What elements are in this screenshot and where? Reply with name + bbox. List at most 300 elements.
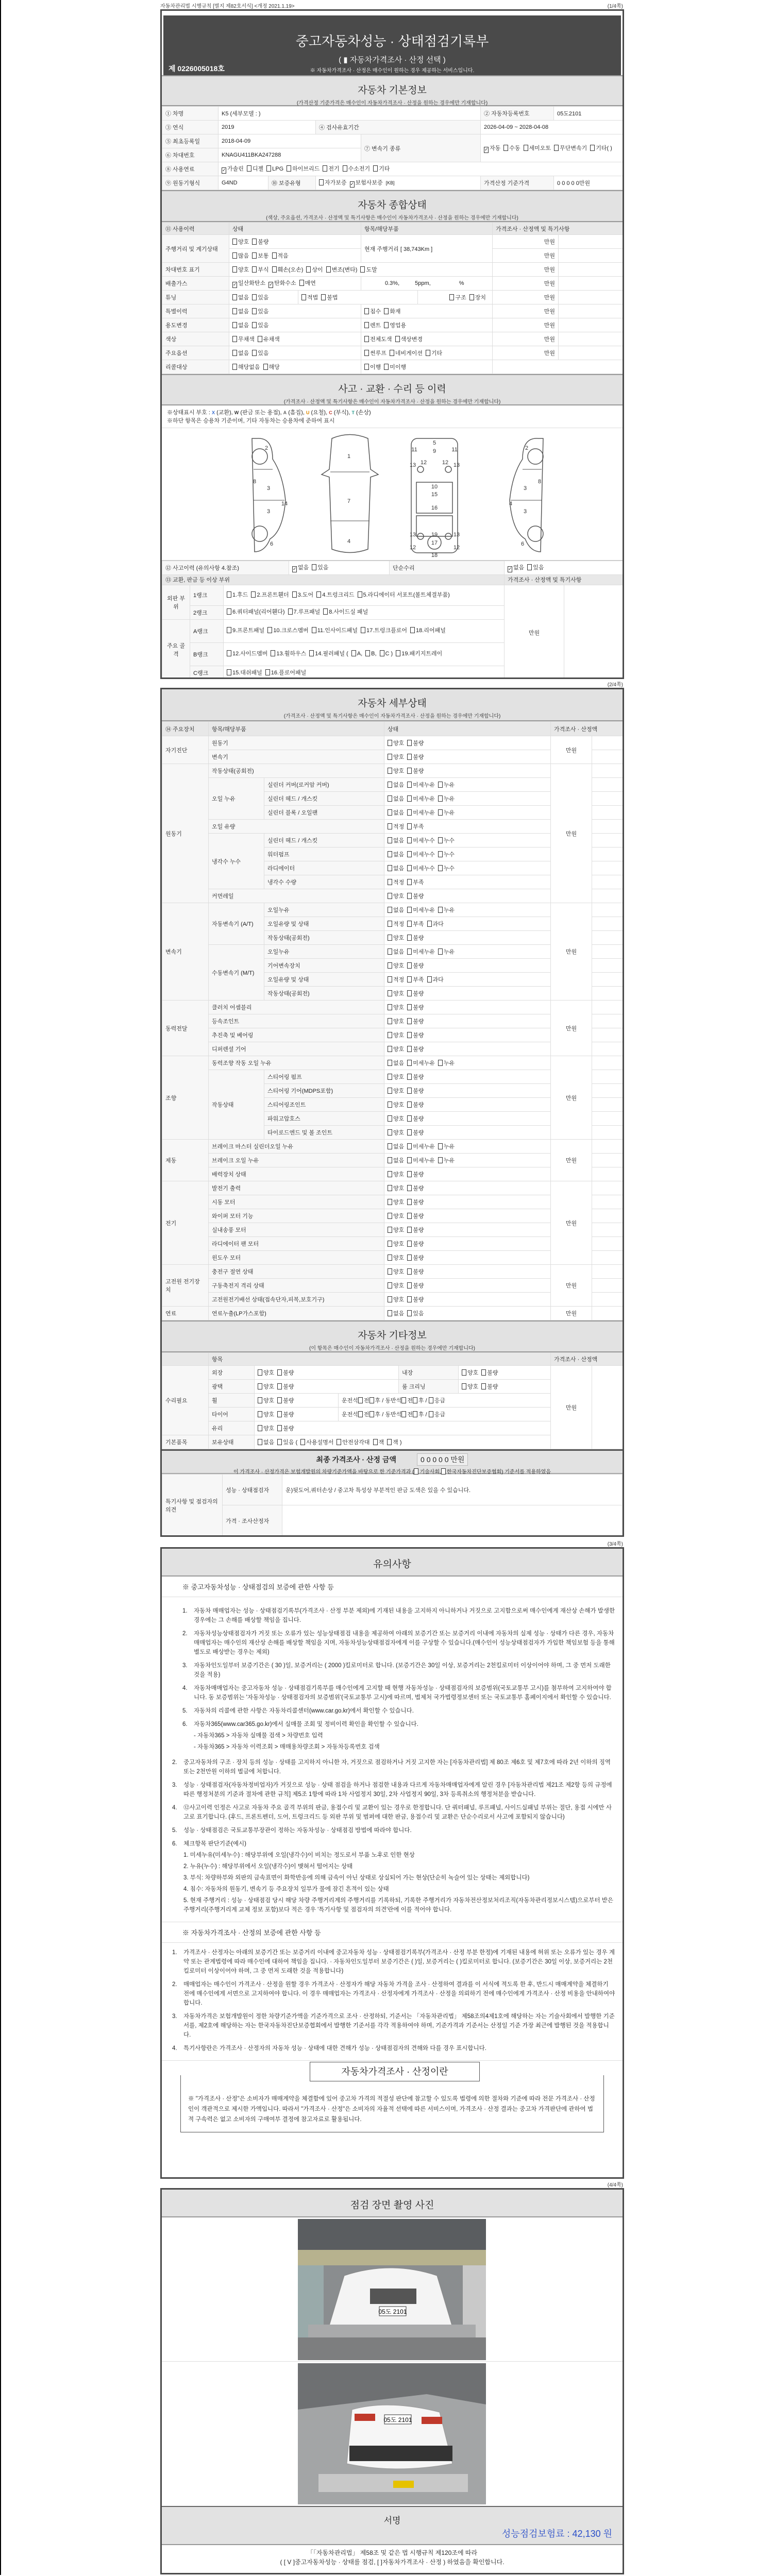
checkbox-option[interactable] (306, 265, 323, 274)
checkbox[interactable] (407, 1241, 412, 1247)
checkbox[interactable] (407, 1310, 412, 1316)
checkbox[interactable] (232, 308, 237, 314)
price-input[interactable] (592, 1014, 623, 1028)
checkbox-option[interactable] (407, 1045, 424, 1053)
checkbox[interactable] (387, 1439, 392, 1445)
checkbox[interactable] (258, 1425, 262, 1431)
checkbox[interactable] (410, 627, 415, 633)
checkbox[interactable] (364, 308, 369, 314)
checkbox-option[interactable] (388, 767, 404, 775)
checkbox-option[interactable] (299, 279, 316, 287)
checkbox-option[interactable] (258, 1382, 274, 1391)
checkbox[interactable] (429, 1397, 433, 1403)
checkbox[interactable] (401, 1411, 406, 1417)
checkbox-option[interactable] (438, 906, 455, 914)
checkbox-option[interactable] (388, 878, 404, 886)
checkbox-option[interactable] (407, 920, 424, 928)
checkbox[interactable] (388, 740, 392, 746)
checkbox[interactable] (427, 921, 432, 927)
checkbox[interactable] (407, 851, 412, 857)
checkbox-option[interactable] (258, 1396, 274, 1404)
checkbox-option[interactable] (319, 178, 347, 187)
checkbox-option[interactable] (232, 321, 249, 329)
checkbox[interactable] (388, 1018, 392, 1024)
checkbox-option[interactable] (343, 164, 371, 173)
checkbox[interactable] (252, 266, 257, 273)
checkbox[interactable] (312, 564, 316, 570)
checkbox[interactable] (323, 608, 328, 615)
checkbox[interactable] (388, 865, 392, 871)
checkbox[interactable] (407, 1129, 412, 1136)
checkbox-option[interactable] (388, 850, 404, 858)
checkbox[interactable] (438, 1157, 443, 1163)
checkbox-option[interactable] (364, 335, 392, 343)
checkbox[interactable] (390, 350, 394, 356)
checkbox-option[interactable] (407, 781, 435, 789)
checkbox-option[interactable] (388, 1267, 404, 1276)
checkbox-option[interactable] (263, 363, 280, 371)
checkbox[interactable] (232, 252, 237, 259)
price-input[interactable] (592, 736, 623, 750)
checkbox-option[interactable] (364, 307, 381, 315)
checkbox-option[interactable] (388, 1156, 404, 1164)
price-input[interactable] (592, 834, 623, 848)
checkbox[interactable] (407, 1185, 412, 1191)
checkbox-option[interactable] (388, 989, 404, 997)
price-input[interactable] (592, 1209, 623, 1223)
checkbox-option[interactable] (232, 363, 260, 371)
checkbox[interactable] (258, 1411, 262, 1417)
checkbox-option[interactable] (388, 920, 404, 928)
checkbox[interactable] (272, 252, 277, 259)
checkbox-option[interactable] (503, 143, 520, 154)
checkbox[interactable] (252, 239, 257, 245)
checkbox-option[interactable] (407, 989, 424, 997)
checkbox-option[interactable] (350, 178, 383, 188)
checkbox-option[interactable] (351, 650, 362, 658)
checkbox-option[interactable] (388, 1031, 404, 1039)
checkbox-option[interactable] (388, 1281, 404, 1290)
checkbox[interactable] (407, 1199, 412, 1205)
price-input[interactable] (592, 1070, 623, 1084)
price-input[interactable] (592, 1223, 623, 1237)
checkbox[interactable] (438, 851, 443, 857)
checkbox-option[interactable] (407, 1114, 424, 1123)
price-input[interactable] (592, 750, 623, 764)
price-input[interactable] (592, 1181, 623, 1195)
checkbox[interactable] (388, 1241, 392, 1247)
checkbox-option[interactable] (407, 906, 435, 914)
checkbox-option[interactable] (407, 864, 435, 872)
checkbox[interactable] (429, 1411, 433, 1417)
checkbox-option[interactable] (232, 265, 249, 274)
checkbox[interactable] (503, 145, 508, 151)
checkbox-option[interactable] (323, 608, 368, 617)
checkbox[interactable] (232, 239, 237, 245)
checkbox-option[interactable] (301, 293, 318, 301)
checkbox[interactable] (462, 1383, 466, 1389)
checkbox-option[interactable] (258, 1368, 274, 1377)
price-input[interactable] (559, 346, 625, 360)
checkbox[interactable] (407, 809, 412, 816)
checkbox[interactable] (469, 294, 474, 300)
checkbox[interactable] (300, 1439, 305, 1445)
checkbox[interactable] (343, 165, 347, 172)
checkbox[interactable] (277, 1425, 282, 1431)
checkbox[interactable] (388, 809, 392, 816)
checkbox-option[interactable] (388, 934, 404, 942)
checkbox-option[interactable] (407, 1156, 435, 1164)
price-input[interactable] (592, 1293, 623, 1307)
price-input[interactable] (592, 1056, 623, 1070)
checkbox[interactable] (388, 768, 392, 774)
price-input[interactable] (592, 987, 623, 1001)
price-input[interactable] (592, 1167, 623, 1181)
checkbox[interactable] (401, 1397, 406, 1403)
checkbox[interactable] (247, 165, 251, 172)
checkbox-option[interactable] (358, 591, 450, 600)
checkbox-option[interactable] (258, 1410, 274, 1418)
checkbox[interactable] (388, 1088, 392, 1094)
checkbox-option[interactable] (438, 1156, 455, 1164)
checkbox[interactable] (388, 907, 392, 913)
checkbox-option[interactable] (252, 293, 268, 301)
checkbox[interactable] (364, 364, 369, 370)
checkbox-option[interactable] (384, 363, 406, 371)
checkbox-option[interactable] (227, 650, 267, 658)
checkbox-option[interactable] (227, 669, 262, 677)
checkbox-option[interactable] (292, 563, 309, 572)
checkbox[interactable] (232, 364, 237, 370)
checkbox-option[interactable] (438, 1142, 455, 1150)
checkbox-option[interactable] (407, 961, 424, 970)
checkbox[interactable] (337, 1439, 341, 1445)
checkbox[interactable]: ✓ (484, 146, 489, 152)
checkbox[interactable] (438, 1060, 443, 1066)
checkbox-option[interactable] (288, 608, 321, 617)
checkbox[interactable] (388, 1199, 392, 1205)
checkbox-option[interactable] (232, 251, 249, 260)
checkbox[interactable]: ✓ (222, 167, 226, 173)
checkbox-option[interactable] (407, 1295, 424, 1303)
checkbox[interactable] (309, 650, 314, 656)
checkbox[interactable] (407, 1171, 412, 1177)
checkbox-option[interactable] (380, 650, 393, 658)
checkbox[interactable]: ✓ (269, 282, 273, 287)
checkbox-option[interactable] (373, 164, 390, 173)
checkbox-option[interactable] (407, 1031, 424, 1039)
checkbox[interactable] (267, 627, 272, 633)
checkbox-option[interactable] (252, 349, 268, 357)
checkbox[interactable] (481, 1369, 486, 1376)
checkbox[interactable] (407, 1143, 412, 1149)
checkbox-option[interactable] (388, 1100, 404, 1109)
checkbox[interactable] (407, 1018, 412, 1024)
checkbox-option[interactable] (232, 335, 255, 343)
checkbox[interactable] (407, 1268, 412, 1275)
checkbox[interactable] (388, 1046, 392, 1052)
checkbox-option[interactable] (309, 650, 348, 658)
checkbox-option[interactable] (277, 1410, 294, 1418)
checkbox[interactable] (407, 865, 412, 871)
checkbox[interactable] (388, 754, 392, 760)
checkbox-option[interactable] (388, 753, 404, 761)
checkbox[interactable] (438, 809, 443, 816)
checkbox-option[interactable] (388, 794, 404, 803)
checkbox-option[interactable] (388, 1142, 404, 1150)
checkbox[interactable] (316, 591, 321, 598)
checkbox-option[interactable] (300, 1438, 333, 1446)
checkbox[interactable] (227, 627, 231, 633)
price-input[interactable] (592, 806, 623, 820)
checkbox[interactable] (388, 1296, 392, 1302)
checkbox-option[interactable] (321, 293, 338, 301)
checkbox-option[interactable] (590, 143, 612, 154)
checkbox-option[interactable] (227, 626, 264, 635)
checkbox[interactable] (364, 336, 369, 342)
checkbox[interactable] (527, 564, 532, 570)
checkbox-option[interactable] (407, 1267, 424, 1276)
checkbox-option[interactable] (438, 781, 455, 789)
checkbox-option[interactable] (407, 753, 424, 761)
checkbox[interactable] (252, 322, 257, 328)
checkbox-option[interactable] (388, 1295, 404, 1303)
checkbox[interactable] (396, 650, 400, 656)
price-input[interactable] (592, 848, 623, 861)
checkbox-option[interactable] (277, 1382, 294, 1391)
checkbox-option[interactable] (388, 1003, 404, 1011)
checkbox[interactable] (407, 1060, 412, 1066)
checkbox-option[interactable] (407, 1087, 424, 1095)
checkbox[interactable] (232, 294, 237, 300)
checkbox[interactable] (413, 1397, 417, 1403)
checkbox-option[interactable] (388, 1212, 404, 1220)
checkbox[interactable] (358, 591, 362, 598)
checkbox-option[interactable] (316, 591, 354, 600)
checkbox-option[interactable] (554, 143, 587, 154)
checkbox[interactable] (232, 322, 237, 328)
price-input[interactable] (559, 263, 625, 277)
checkbox-option[interactable] (361, 626, 407, 635)
checkbox-option[interactable] (407, 1142, 435, 1150)
checkbox[interactable] (407, 823, 412, 829)
checkbox[interactable] (277, 1397, 282, 1403)
checkbox[interactable] (441, 1468, 446, 1475)
checkbox[interactable] (252, 294, 257, 300)
checkbox[interactable] (524, 145, 528, 151)
checkbox-option[interactable] (462, 1368, 478, 1377)
checkbox-option[interactable] (227, 608, 285, 617)
price-input[interactable] (592, 1237, 623, 1251)
price-input[interactable] (592, 903, 623, 917)
checkbox-option[interactable] (388, 947, 404, 956)
checkbox[interactable] (292, 591, 297, 598)
checkbox[interactable] (277, 1369, 282, 1376)
checkbox[interactable] (301, 294, 306, 300)
checkbox[interactable] (388, 837, 392, 843)
checkbox-option[interactable] (252, 238, 268, 246)
checkbox[interactable] (407, 795, 412, 802)
checkbox-option[interactable] (438, 794, 455, 803)
checkbox-option[interactable] (388, 1017, 404, 1025)
checkbox[interactable] (413, 1411, 417, 1417)
price-input[interactable] (592, 973, 623, 987)
checkbox-option[interactable] (407, 836, 435, 844)
checkbox[interactable] (388, 795, 392, 802)
checkbox[interactable] (373, 1439, 378, 1445)
checkbox-option[interactable] (232, 307, 249, 315)
checkbox[interactable] (388, 1185, 392, 1191)
checkbox-option[interactable] (265, 669, 306, 677)
checkbox[interactable] (388, 879, 392, 885)
checkbox[interactable] (227, 591, 231, 598)
checkbox-option[interactable] (388, 975, 404, 984)
checkbox[interactable] (388, 962, 392, 969)
checkbox[interactable] (384, 322, 389, 328)
checkbox-option[interactable] (407, 1212, 424, 1220)
checkbox-option[interactable] (388, 961, 404, 970)
checkbox[interactable] (265, 669, 270, 675)
checkbox-option[interactable] (364, 349, 386, 357)
checkbox[interactable] (407, 782, 412, 788)
checkbox-option[interactable] (388, 906, 404, 914)
checkbox-option[interactable] (388, 1170, 404, 1178)
price-input[interactable] (592, 931, 623, 945)
checkbox[interactable] (351, 650, 356, 656)
checkbox-option[interactable] (407, 1281, 424, 1290)
checkbox-option[interactable] (388, 1309, 404, 1317)
checkbox[interactable] (449, 294, 454, 300)
price-input[interactable] (592, 1265, 623, 1279)
checkbox[interactable]: ✓ (350, 181, 355, 187)
checkbox[interactable] (407, 1296, 412, 1302)
checkbox[interactable] (258, 336, 262, 342)
checkbox-option[interactable] (438, 836, 455, 844)
checkbox[interactable] (388, 1074, 392, 1080)
checkbox-option[interactable] (407, 1017, 424, 1025)
price-input[interactable] (592, 1140, 623, 1154)
checkbox-option[interactable] (527, 563, 544, 571)
checkbox[interactable] (388, 1129, 392, 1136)
checkbox-option[interactable] (390, 349, 423, 357)
checkbox[interactable] (407, 1088, 412, 1094)
price-input[interactable] (592, 875, 623, 889)
checkbox-option[interactable] (388, 1073, 404, 1081)
checkbox-option[interactable] (388, 1253, 404, 1262)
checkbox[interactable] (388, 1282, 392, 1289)
price-input[interactable] (559, 277, 625, 291)
checkbox[interactable] (369, 1411, 374, 1417)
checkbox[interactable] (251, 591, 256, 598)
checkbox[interactable] (277, 1439, 282, 1445)
price-input[interactable] (592, 764, 623, 778)
checkbox[interactable] (252, 252, 257, 259)
checkbox-option[interactable] (407, 850, 435, 858)
checkbox-option[interactable] (388, 1114, 404, 1123)
checkbox[interactable] (364, 322, 369, 328)
checkbox-option[interactable] (266, 165, 283, 172)
checkbox-option[interactable] (258, 1424, 274, 1432)
checkbox-option[interactable] (326, 265, 358, 274)
price-input[interactable] (592, 1366, 623, 1449)
checkbox-option[interactable] (277, 1438, 297, 1446)
checkbox[interactable] (407, 1255, 412, 1261)
checkbox-option[interactable] (388, 1226, 404, 1234)
checkbox-option[interactable] (508, 563, 524, 572)
price-input[interactable] (592, 1001, 623, 1014)
checkbox[interactable] (407, 740, 412, 746)
checkbox[interactable] (407, 990, 412, 996)
checkbox-option[interactable] (268, 279, 296, 288)
checkbox[interactable] (388, 935, 392, 941)
price-input[interactable] (592, 861, 623, 875)
price-input[interactable] (592, 917, 623, 931)
checkbox-option[interactable] (232, 279, 265, 288)
price-input[interactable] (559, 291, 625, 304)
price-input[interactable] (592, 1112, 623, 1126)
checkbox[interactable] (364, 350, 369, 356)
checkbox-option[interactable] (287, 164, 320, 173)
checkbox[interactable] (438, 1143, 443, 1149)
checkbox[interactable] (407, 1115, 412, 1122)
checkbox[interactable] (369, 1397, 374, 1403)
checkbox[interactable] (388, 1004, 392, 1010)
checkbox-option[interactable] (427, 920, 444, 928)
checkbox-option[interactable] (407, 1059, 435, 1067)
checkbox[interactable] (388, 1060, 392, 1066)
checkbox[interactable] (407, 1046, 412, 1052)
checkbox-option[interactable] (232, 349, 249, 357)
checkbox-option[interactable] (407, 934, 424, 942)
checkbox-option[interactable] (337, 1438, 369, 1446)
checkbox-option[interactable] (407, 1226, 424, 1234)
checkbox-option[interactable] (438, 864, 455, 872)
checkbox[interactable] (395, 336, 400, 342)
checkbox-option[interactable] (395, 335, 423, 343)
price-input[interactable] (592, 1279, 623, 1293)
checkbox-option[interactable] (388, 822, 404, 831)
checkbox-option[interactable] (252, 321, 268, 329)
checkbox[interactable] (388, 1115, 392, 1122)
checkbox[interactable] (407, 1227, 412, 1233)
price-input[interactable] (592, 1154, 623, 1167)
checkbox-option[interactable] (388, 781, 404, 789)
price-input[interactable] (592, 945, 623, 959)
checkbox-option[interactable] (407, 1100, 424, 1109)
checkbox-option[interactable] (407, 1309, 424, 1317)
checkbox-option[interactable] (252, 307, 268, 315)
checkbox-option[interactable] (277, 1396, 294, 1404)
checkbox[interactable] (319, 179, 324, 185)
checkbox[interactable] (407, 962, 412, 969)
price-input[interactable] (559, 304, 625, 318)
checkbox-option[interactable] (407, 947, 435, 956)
checkbox-option[interactable] (388, 1198, 404, 1206)
checkbox[interactable] (384, 308, 389, 314)
checkbox[interactable] (481, 1383, 486, 1389)
checkbox[interactable] (407, 879, 412, 885)
checkbox[interactable] (277, 1411, 282, 1417)
checkbox-option[interactable] (252, 265, 268, 274)
checkbox[interactable]: ✓ (508, 566, 512, 571)
price-input[interactable] (592, 959, 623, 973)
checkbox[interactable] (252, 350, 257, 356)
checkbox[interactable] (438, 948, 443, 955)
checkbox-option[interactable] (388, 1087, 404, 1095)
checkbox-option[interactable] (438, 947, 455, 956)
checkbox[interactable] (288, 608, 293, 615)
checkbox-option[interactable] (323, 164, 339, 173)
